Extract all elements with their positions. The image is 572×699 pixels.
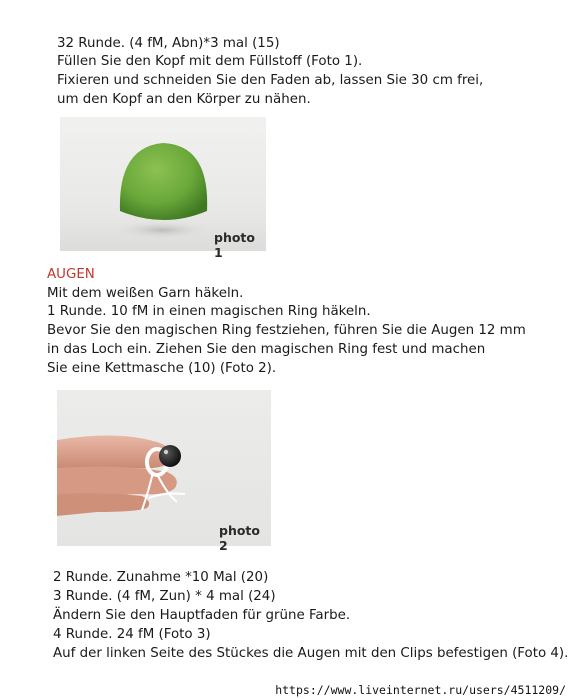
source-url[interactable]: https://www.liveinternet.ru/users/4511209/ [275,683,566,697]
text-line: 32 Runde. (4 fM, Abn)*3 mal (15) [57,36,280,51]
photo-1-label: photo 1 [214,230,255,260]
text-line: 1 Runde. 10 fM in einen magischen Ring häkeln. [47,304,371,319]
text-line: Ändern Sie den Hauptfaden für grüne Farbe. [53,608,351,623]
text-line: 4 Runde. 24 fM (Foto 3) [53,627,211,642]
text-line: Fixieren und schneiden Sie den Faden ab, lassen Sie 30 cm frei, [57,73,484,88]
text-line: Bevor Sie den magischen Ring festziehen, führen Sie die Augen 12 mm [47,323,526,338]
photo-2-label: photo 2 [219,523,260,553]
text-line: Auf der linken Seite des Stückes die Augen mit den Clips befestigen (Foto 4). [53,646,569,661]
text-line: Sie eine Kettmasche (10) (Foto 2). [47,361,277,376]
text-line: 2 Runde. Zunahme *10 Mal (20) [53,570,269,585]
photo-2-eye-ring [57,390,271,553]
text-line: Mit dem weißen Garn häkeln. [47,286,244,301]
text-line: Füllen Sie den Kopf mit dem Füllstoff (Foto 1). [57,54,363,69]
photo-1-green-ball [60,117,266,260]
section-heading-augen: AUGEN [47,267,95,282]
text-line: 3 Runde. (4 fM, Zun) * 4 mal (24) [53,589,276,604]
text-line: in das Loch ein. Ziehen Sie den magischen Ring fest und machen [47,342,486,357]
text-line: um den Kopf an den Körper zu nähen. [57,92,311,107]
